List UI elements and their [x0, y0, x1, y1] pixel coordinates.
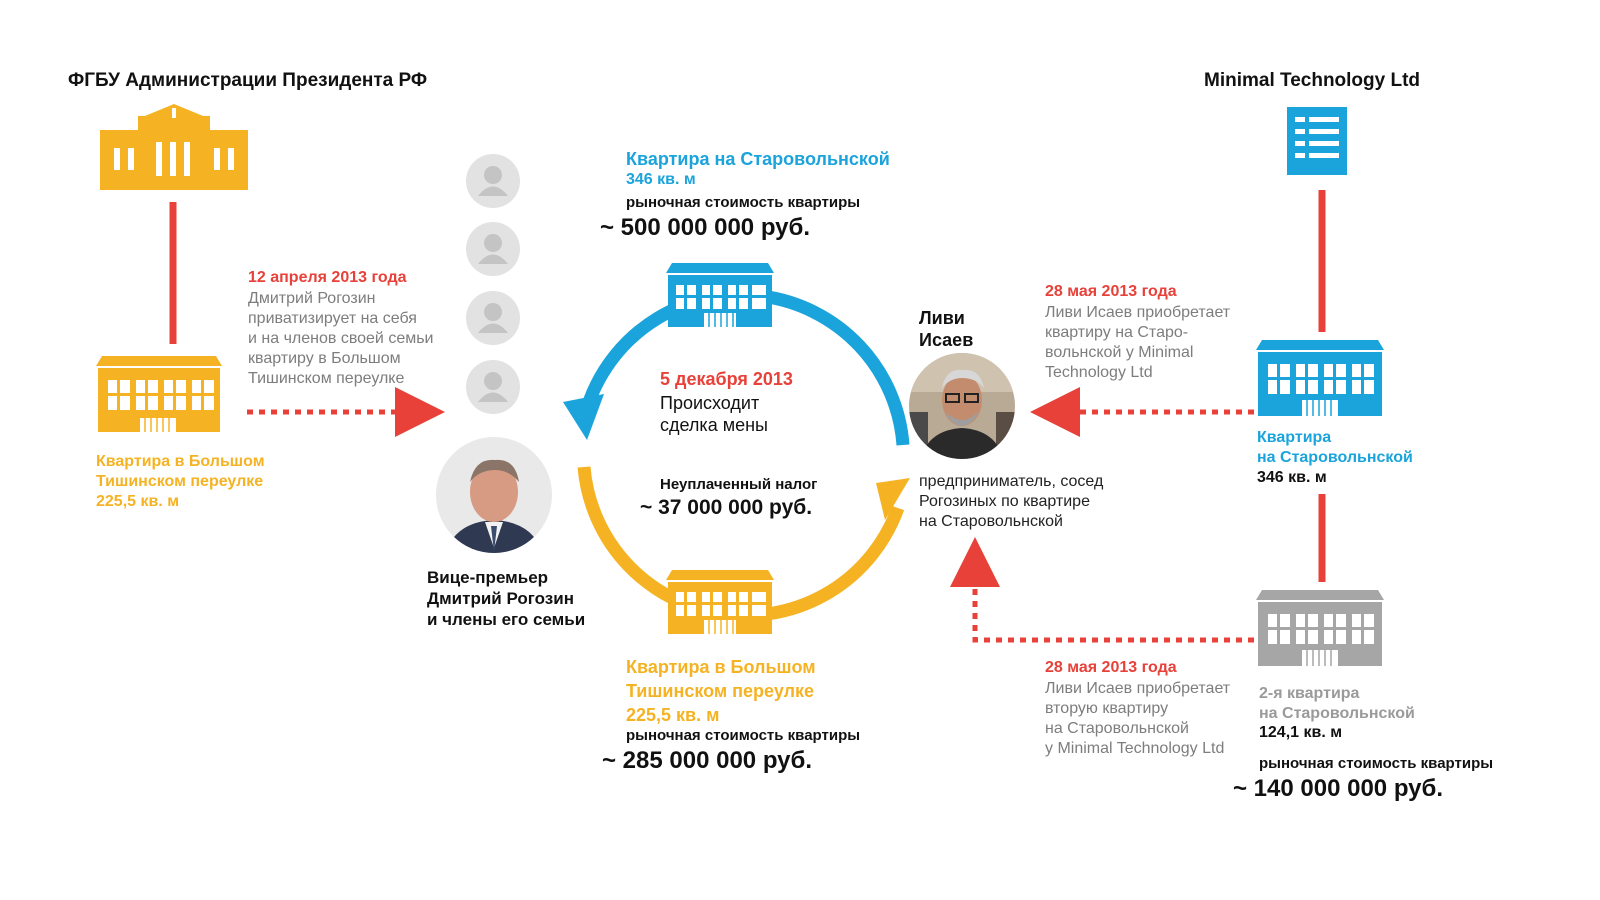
purchase1-description: Ливи Исаев приобретает квартиру на Старо- вольнской у Minimal Technology Ltd: [1045, 304, 1231, 381]
top-apartment-area: 346 кв. м: [626, 171, 696, 188]
right-apartment-building-icon: [1256, 340, 1384, 416]
privatization-description: Дмитрий Рогозин приватизирует на себя и на членов своей семьи квартиру в Большом Тишинском переулке: [248, 290, 434, 387]
family-member-avatar-3: [466, 291, 520, 345]
bottom-apartment-price-label: рыночная стоимость квартиры: [626, 727, 861, 744]
family-member-avatar-1: [466, 154, 520, 208]
blue-arrowhead: [563, 394, 604, 440]
privatization-date: 12 апреля 2013 года: [248, 269, 407, 286]
left-apartment-label: Квартира в Большом Тишинском переулке 225,5 кв. м: [96, 453, 265, 510]
exchange-date: 5 декабря 2013: [660, 369, 793, 389]
right-apartment-area: 346 кв. м: [1257, 469, 1327, 486]
bottom-apartment-building-icon: [666, 570, 774, 634]
rogozin-label: Вице-премьер Дмитрий Рогозин и члены его семьи: [427, 568, 586, 629]
family-members-avatars: [465, 153, 521, 415]
top-apartment-name: Квартира на Старовольнской: [626, 149, 890, 169]
tax-label: Неуплаченный налог: [660, 476, 818, 493]
rogozin-portrait: [435, 436, 553, 554]
exchange-description: Происходит сделка мены: [660, 393, 768, 435]
second-apartment-area: 124,1 кв. м: [1259, 724, 1343, 741]
isaev-description: предприниматель, сосед Рогозиных по квартире на Старовольнской: [919, 473, 1104, 530]
family-member-avatar-2: [466, 222, 520, 276]
family-member-avatar-4: [466, 360, 520, 414]
government-building-icon: [100, 104, 248, 190]
bottom-apartment-label: Квартира в Большом Тишинском переулке 225,5 кв. м: [626, 657, 816, 725]
top-apartment-price: ~ 500 000 000 руб.: [600, 214, 810, 241]
top-apartment-price-label: рыночная стоимость квартиры: [626, 194, 861, 211]
isaev-portrait: [908, 352, 1016, 460]
purchase2-description: Ливи Исаев приобретает вторую квартиру на Старовольнской у Minimal Technology Ltd: [1045, 680, 1231, 757]
second-apartment-label: 2-я квартира на Старовольнской: [1259, 685, 1415, 722]
left-apartment-building-icon: [96, 356, 222, 432]
purchase1-date: 28 мая 2013 года: [1045, 283, 1177, 300]
right-apartment-label: Квартира на Старовольнской: [1257, 429, 1413, 466]
second-apartment-building-icon: [1256, 590, 1384, 666]
second-apartment-price: ~ 140 000 000 руб.: [1233, 775, 1443, 802]
top-apartment-building-icon: [666, 263, 774, 327]
minimal-label: Minimal Technology Ltd: [1204, 70, 1421, 91]
fgbu-label: ФГБУ Администрации Президента РФ: [68, 70, 428, 91]
tax-amount: ~ 37 000 000 руб.: [640, 496, 813, 519]
office-document-icon: [1287, 107, 1347, 175]
isaev-name: Ливи Исаев: [919, 308, 974, 350]
purchase2-arrow: [975, 562, 1254, 640]
purchase2-date: 28 мая 2013 года: [1045, 659, 1177, 676]
bottom-apartment-price: ~ 285 000 000 руб.: [602, 747, 812, 774]
second-apartment-price-label: рыночная стоимость квартиры: [1259, 755, 1494, 772]
